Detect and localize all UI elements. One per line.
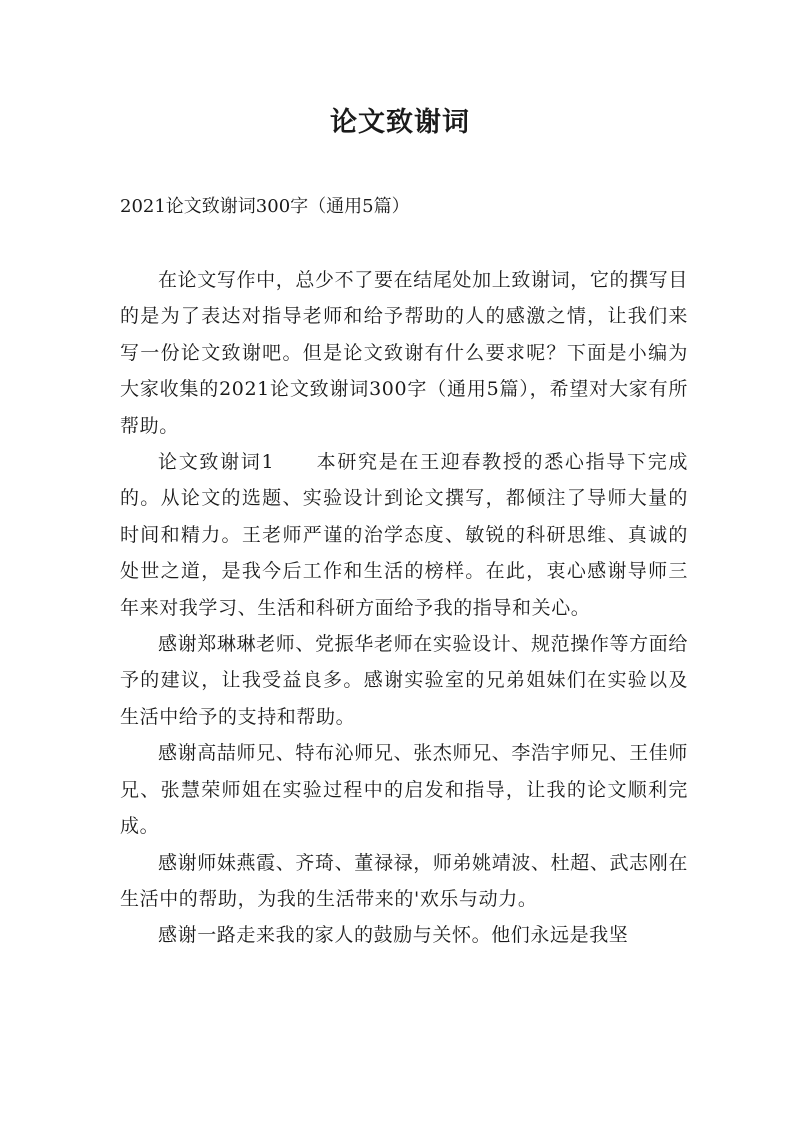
paragraph-acknowledgement-1: 论文致谢词1 本研究是在王迎春教授的悉心指导下完成的。从论文的选题、实验设计到论文撰写，都倾注了导师大量的时间和精力。王老师严谨的治学态度、敏锐的科研思维、真诚的处世之道，是我今后工作和生活的榜样。在此，衷心感谢导师三年来对我学习、生活和科研方面给予我的指导和关心。 <box>120 451 688 619</box>
document-title: 论文致谢词 <box>330 107 470 138</box>
document-subtitle: 2021论文致谢词300字（通用5篇） <box>120 196 410 217</box>
paragraph-thanks-seniors: 感谢高喆师兄、特布沁师兄、张杰师兄、李浩宇师兄、王佳师兄、张慧荣师姐在实验过程中的启发和指导，让我的论文顺利完成。 <box>120 742 688 838</box>
document-body <box>120 262 688 954</box>
paragraph-thanks-juniors: 感谢师妹燕霞、齐琦、董禄禄，师弟姚靖波、杜超、武志刚在生活中的帮助，为我的生活带来的'欢乐与动力。 <box>120 851 688 910</box>
paragraph-intro: 在论文写作中，总少不了要在结尾处加上致谢词，它的撰写目的是为了表达对指导老师和给予帮助的人的感激之情，让我们来写一份论文致谢吧。但是论文致谢有什么要求呢？下面是小编为大家收集的2021论文致谢词300字（通用5篇），希望对大家有所帮助。 <box>120 269 688 437</box>
paragraph-thanks-teachers: 感谢郑琳琳老师、党振华老师在实验设计、规范操作等方面给予的建议，让我受益良多。感谢实验室的兄弟姐妹们在实验以及生活中给予的支持和帮助。 <box>120 633 688 728</box>
paragraph-thanks-family: 感谢一路走来我的家人的鼓励与关怀。他们永远是我坚 <box>158 924 629 947</box>
